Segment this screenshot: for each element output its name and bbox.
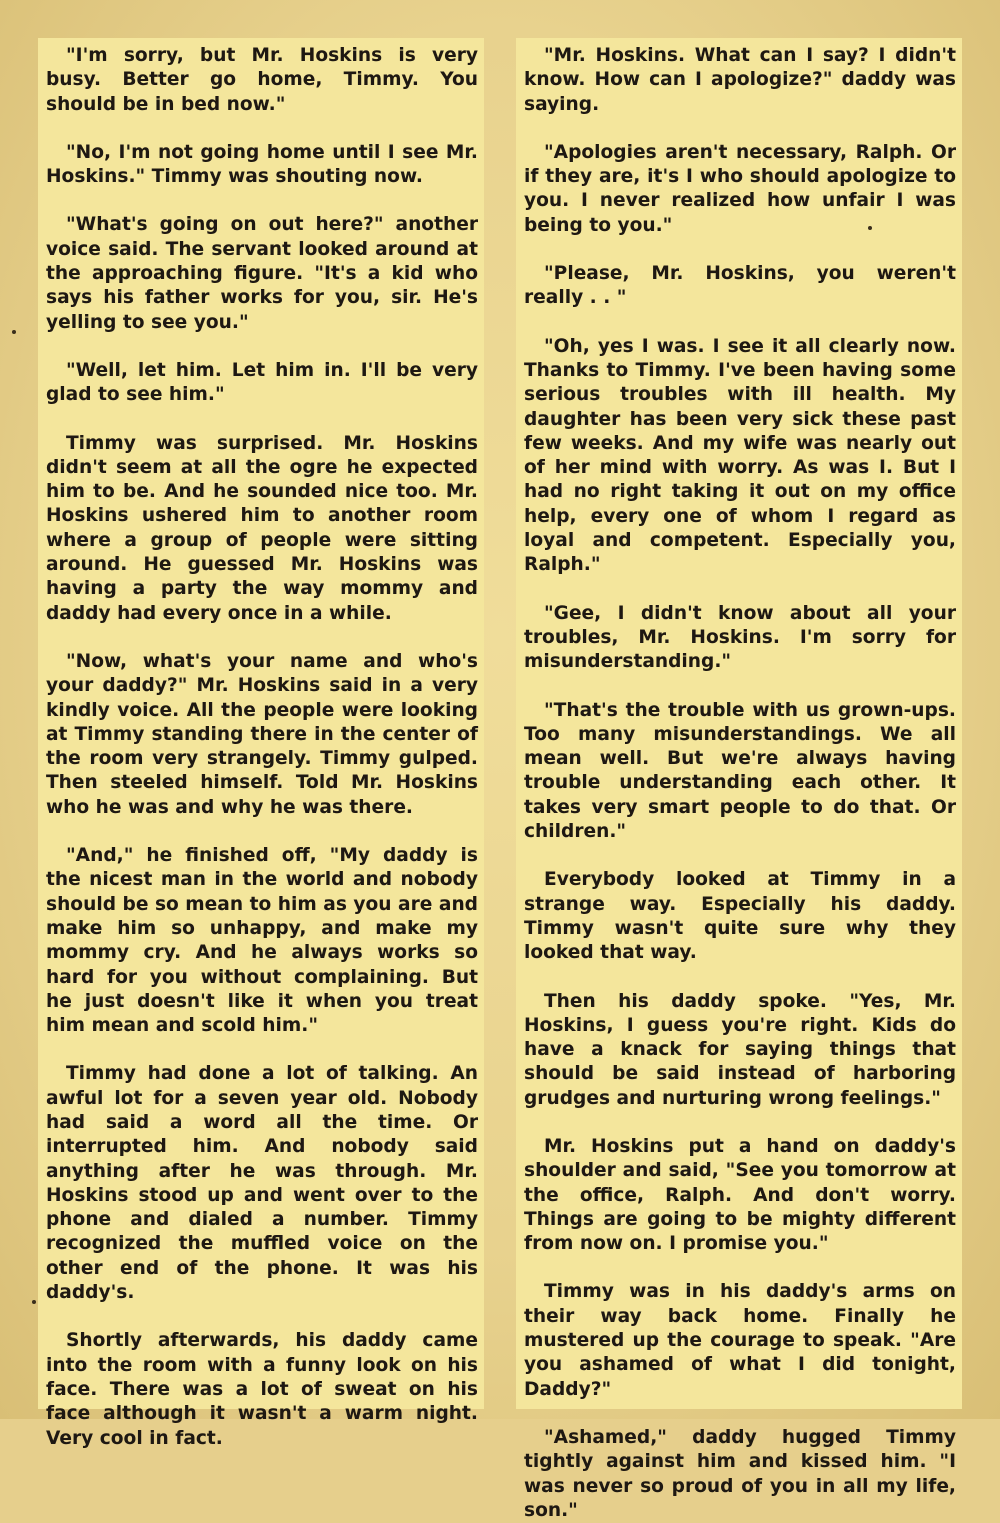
right-paragraph-10: Timmy was in his daddy's arms on their way back home. Finally he mustered up the courage to speak. "Are you ashamed of what I did tonight, Daddy?" — [524, 1281, 956, 1400]
right-paragraph-1: "Mr. Hoskins. What can I say? I didn't know. How can I apologize?" daddy was saying. — [524, 45, 956, 115]
right-paragraph-7: Everybody looked at Timmy in a strange way. Especially his daddy. Timmy wasn't quite sure why they looked that way. — [524, 869, 956, 964]
right-paragraph-6: "That's the trouble with us grown-ups. Too many misunderstandings. We all mean well. But we're always having trouble understanding each other. It takes very smart people to do that. Or children." — [524, 699, 956, 843]
right-paragraph-5: "Gee, I didn't know about all your troubles, Mr. Hoskins. I'm sorry for misunderstanding." — [524, 602, 956, 673]
right-text-column — [516, 38, 962, 1521]
right-paragraph-4: "Oh, yes I was. I see it all clearly now. Thanks to Timmy. I've been having some serious troubles with ill health. My daughter has been very sick these past few weeks. And my wife was nearly out of her mind with worry. As was I. But I had no right taking it out on my office help, every one of whom I regard as loyal and competent. Especially you, Ralph." — [524, 335, 956, 576]
left-paragraph-1: "I'm sorry, but Mr. Hoskins is very busy. Better go home, Timmy. You should be in bed now." — [46, 45, 478, 115]
print-speck — [12, 330, 16, 334]
right-paragraph-9: Mr. Hoskins put a hand on daddy's shoulder and said, "See you tomorrow at the office, Ralph. And don't worry. Things are going to be mighty different from now on. I promise you." — [524, 1135, 956, 1255]
right-paragraph-8: Then his daddy spoke. "Yes, Mr. Hoskins, I guess you're right. Kids do have a knack for saying things that should be said instead of harboring grudges and nurturing wrong feelings." — [524, 990, 956, 1109]
left-paragraph-5: Timmy was surprised. Mr. Hoskins didn't seem at all the ogre he expected him to be. And he sounded nice too. Mr. Hoskins ushered him to another room where a group of people were sitting around. He guessed Mr. Hoskins was having a party the way mommy and daddy had every once in a while. — [46, 432, 478, 624]
right-paragraph-3: "Please, Mr. Hoskins, you weren't really . . " — [524, 263, 956, 309]
left-paragraph-2: "No, I'm not going home until I see Mr. Hoskins." Timmy was shouting now. — [46, 141, 478, 188]
left-paragraph-7: "And," he finished off, "My daddy is the nicest man in the world and nobody should be so mean to him as you are and make him so unhappy, and make my mommy cry. And he always works so hard for you without complaining. But he just doesn't like it when you treat him mean and scold him." — [46, 845, 478, 1037]
print-speck — [32, 1300, 36, 1304]
left-paragraph-4: "Well, let him. Let him in. I'll be very glad to see him." — [46, 359, 478, 406]
right-paragraph-2: "Apologies aren't necessary, Ralph. Or if they are, it's I who should apologize to you. I never realized how unfair I was being to you." — [524, 141, 956, 236]
left-paragraph-8: Timmy had done a lot of talking. An awful lot for a seven year old. Nobody had said a word all the time. Or interrupted him. And nobody said anything after he was through. Mr. Hoskins stood up and went over to the phone and dialed a number. Timmy recognized the muffled voice on the other end of the phone. It was his daddy's. — [46, 1063, 478, 1304]
print-speck — [868, 226, 872, 230]
left-paragraph-3: "What's going on out here?" another voice said. The servant looked around at the approaching figure. "It's a kid who says his father works for you, sir. He's yelling to see you." — [46, 214, 478, 333]
left-paragraph-9: Shortly afterwards, his daddy came into the room with a funny look on his face. There was a lot of sweat on his face although it wasn't a warm night. Very cool in fact. — [46, 1330, 478, 1449]
left-text-column — [38, 38, 484, 1449]
right-paragraph-11: "Ashamed," daddy hugged Timmy tightly against him and kissed him. "I was never so proud of you in all my life, son." — [524, 1426, 956, 1521]
left-paragraph-6: "Now, what's your name and who's your daddy?" Mr. Hoskins said in a very kindly voice. All the people were looking at Timmy standing there in the center of the room very strangely. Timmy gulped. Then steeled himself. Told Mr. Hoskins who he was and why he was there. — [46, 650, 478, 818]
